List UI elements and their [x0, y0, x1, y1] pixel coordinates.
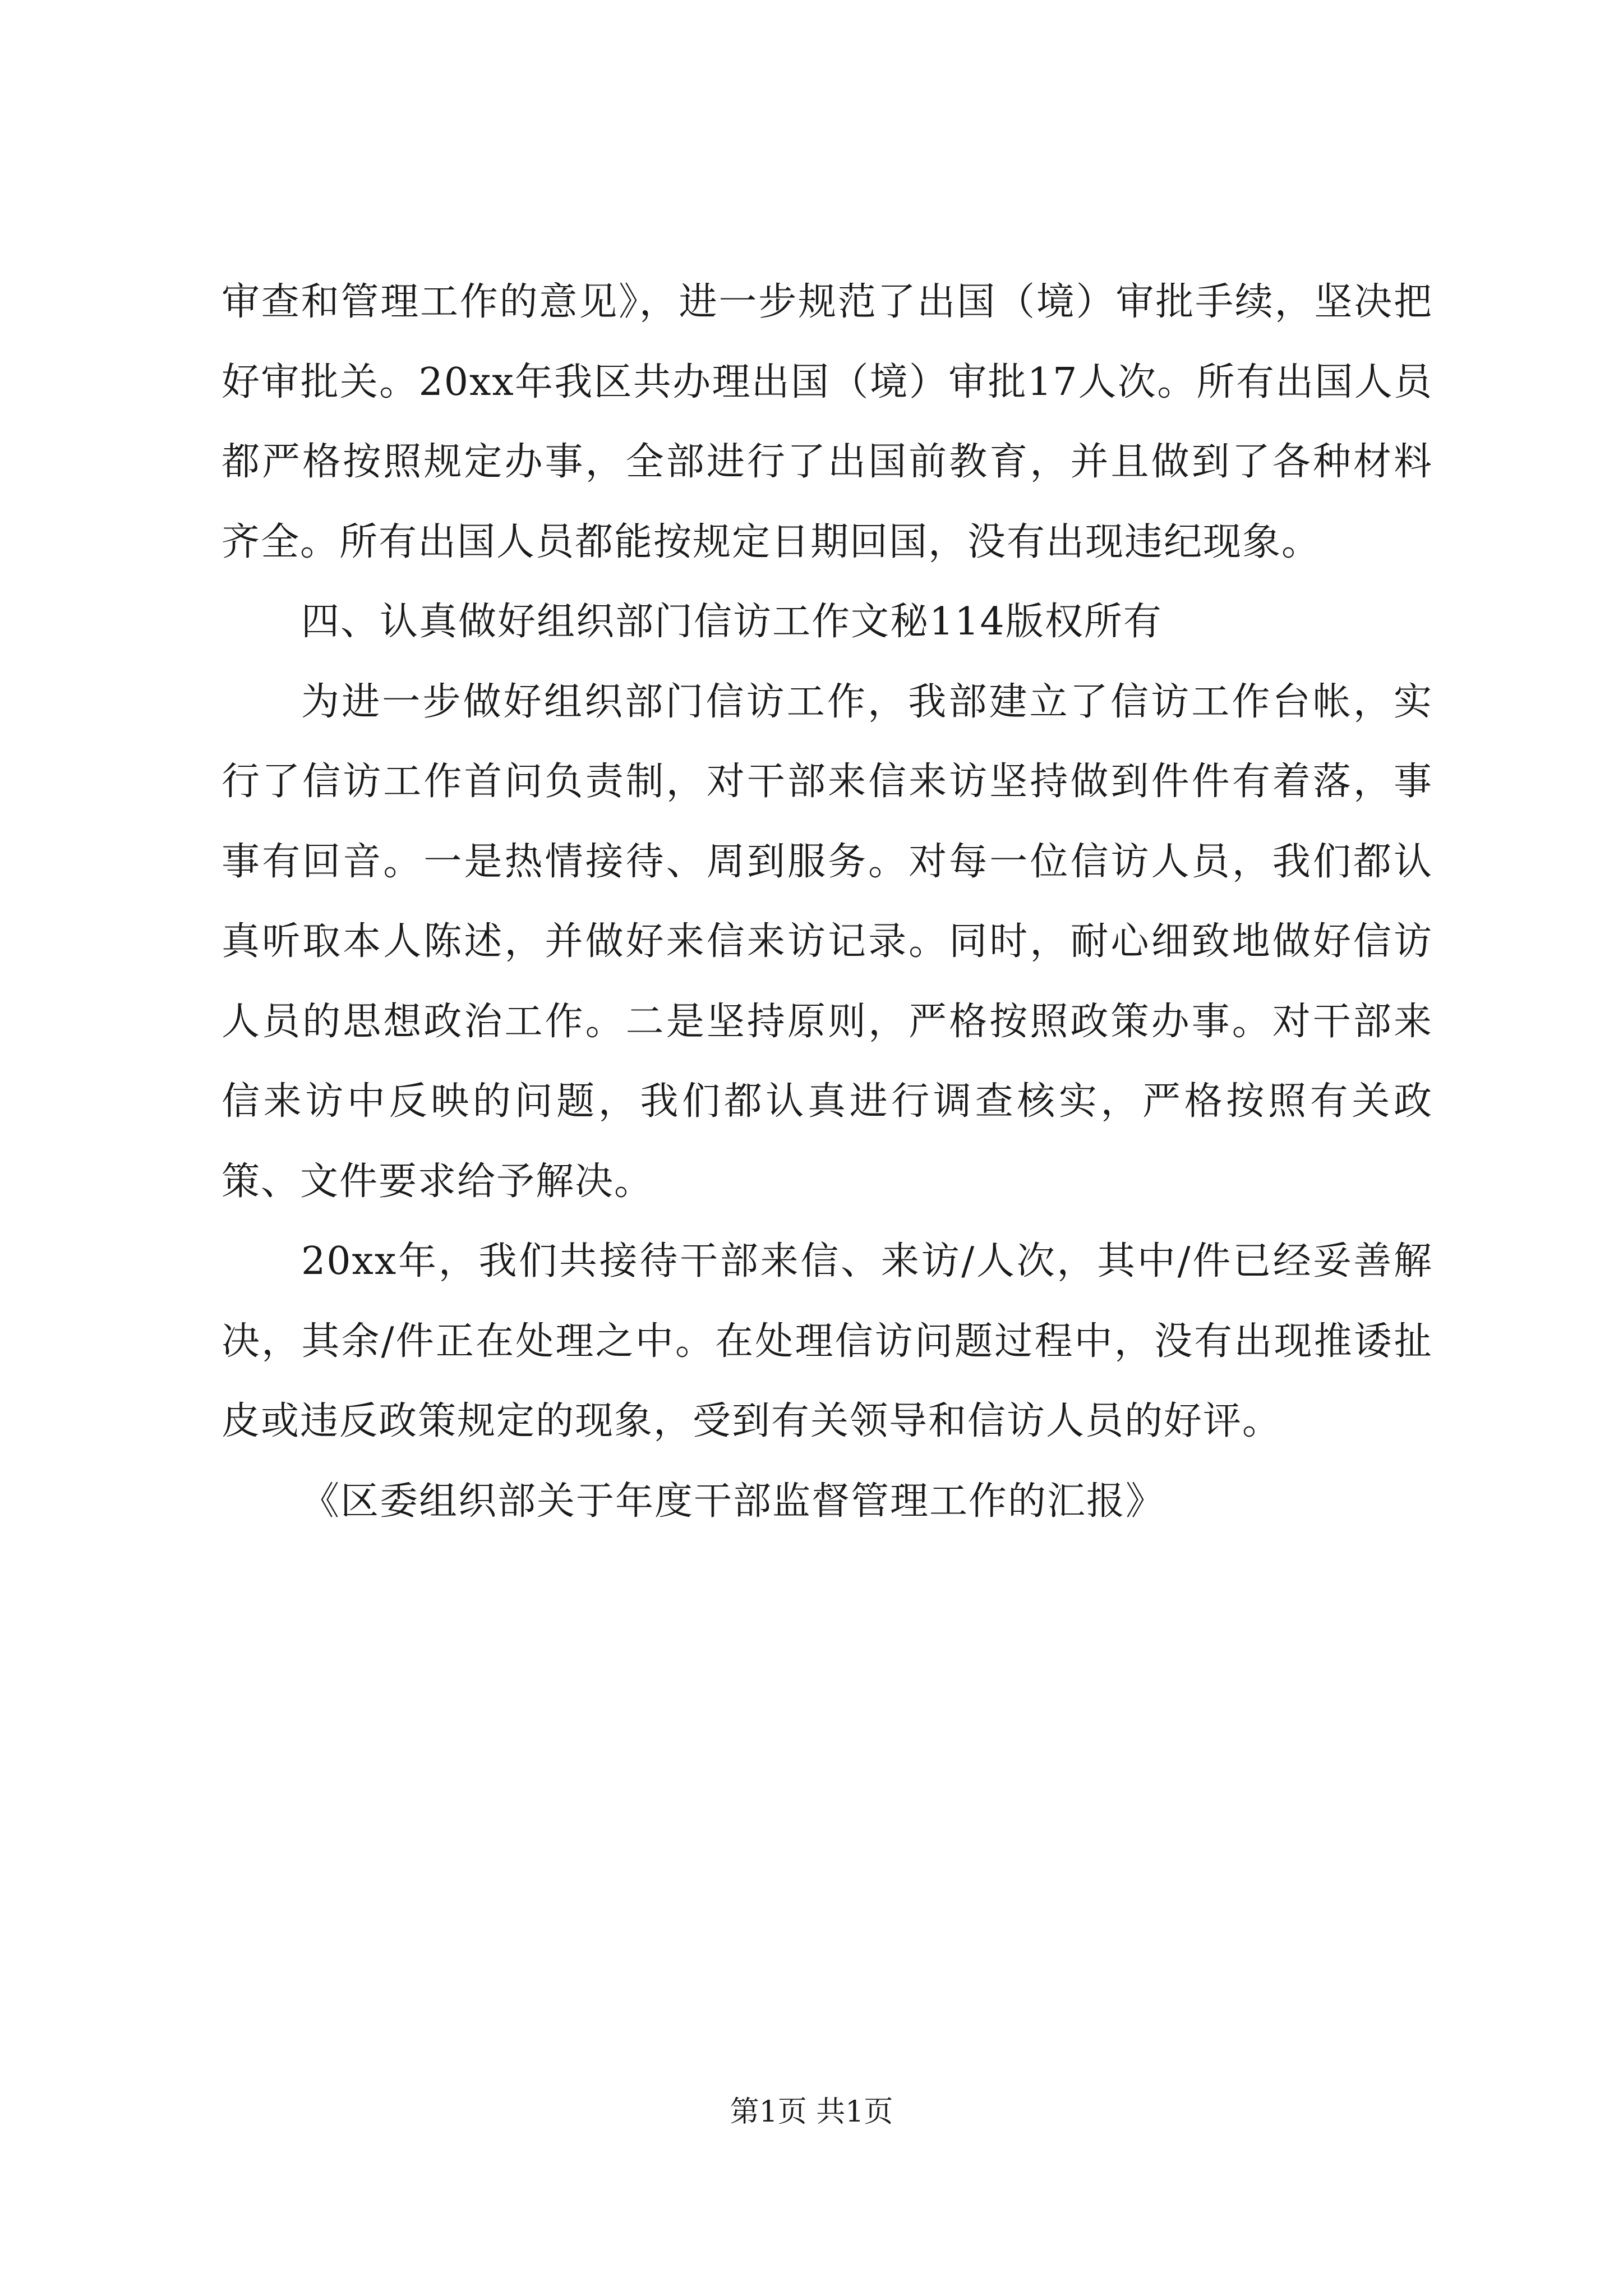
section-heading-four: 四、认真做好组织部门信访工作文秘114版权所有	[301, 600, 1163, 644]
paragraph-petition-stats: 20xx年，我们共接待干部来信、来访/人次，其中/件已经妥善解决，其余/件正在处理之中。在处理信访问题过程中，没有出现推诿扯皮或违反政策规定的现象，受到有关领导和信访人员的好评。	[222, 1239, 1433, 1443]
paragraph-continuation: 审查和管理工作的意见》，进一步规范了出国（境）审批手续，坚决把好审批关。20xx年我区共办理出国（境）审批17人次。所有出国人员都严格按照规定办事，全部进行了出国前教育，并且做到了各种材料齐全。所有出国人员都能按规定日期回国，没有出现违纪现象。	[222, 280, 1433, 564]
page-number-footer: 第1页 共1页	[730, 2095, 893, 2129]
document-title-reference: 《区委组织部关于年度干部监督管理工作的汇报》	[301, 1479, 1165, 1524]
paragraph-petition-work: 为进一步做好组织部门信访工作，我部建立了信访工作台帐，实行了信访工作首问负责制，对干部来信来访坚持做到件件有着落，事事有回音。一是热情接待、周到服务。对每一位信访人员，我们都认真听取本人陈述，并做好来信来访记录。同时，耐心细致地做好信访人员的思想政治工作。二是坚持原则，严格按照政策办事。对干部来信来访中反映的问题，我们都认真进行调查核实，严格按照有关政策、文件要求给予解决。	[222, 679, 1433, 1204]
document-body	[222, 263, 1433, 1542]
